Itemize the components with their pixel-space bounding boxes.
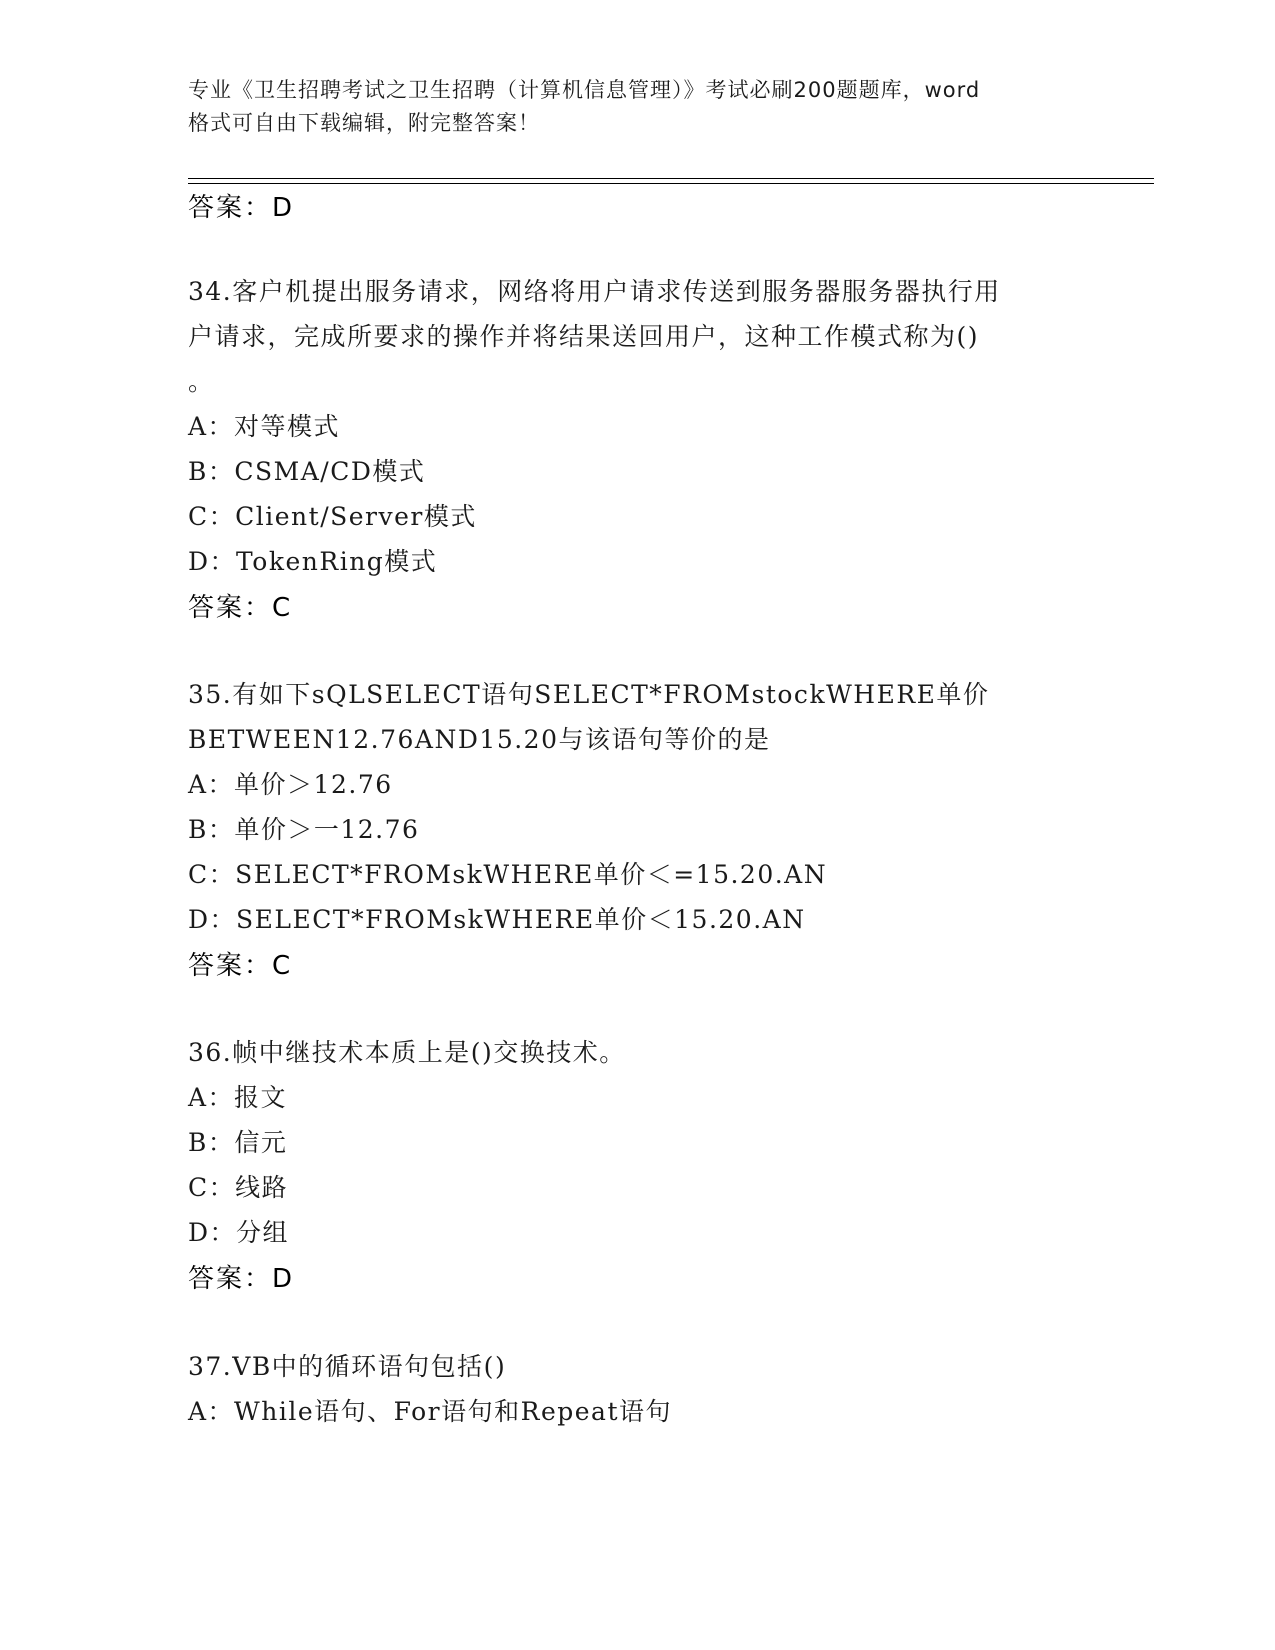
header-line-2: 格式可自由下载编辑，附完整答案！ [188,111,540,135]
question-36-option-d: D：分组 [188,1218,290,1247]
question-34-text-line-2: 户请求，完成所要求的操作并将结果送回用户，这种工作模式称为() [188,322,980,351]
question-36-option-a: A：报文 [188,1083,288,1112]
question-35-option-a: A：单价＞12.76 [188,770,393,799]
question-36-text-line-1: 36.帧中继技术本质上是()交换技术。 [188,1038,626,1067]
answer-35: 答案：C [188,951,293,981]
question-34-option-b: B：CSMA/CD模式 [188,457,426,486]
question-34-option-a: A：对等模式 [188,412,341,441]
question-35-option-b: B：单价＞一12.76 [188,815,420,844]
header-divider-top [188,178,1154,179]
question-35-option-d: D：SELECT*FROMskWHERE单价＜15.20.AN [188,905,806,934]
question-35-text-line-2: BETWEEN12.76AND15.20与该语句等价的是 [188,725,771,754]
question-36-option-c: C：线路 [188,1173,289,1202]
question-35-text-line-1: 35.有如下sQLSELECT语句SELECT*FROMstockWHERE单价 [188,680,990,709]
header-divider-bottom [188,183,1154,184]
question-34-option-d: D：TokenRing模式 [188,547,438,576]
question-34-text-line-3: 。 [188,367,215,396]
question-36-option-b: B：信元 [188,1128,288,1157]
document-header [188,74,1088,140]
question-34-option-c: C：Client/Server模式 [188,502,477,531]
question-37-text-line-1: 37.VB中的循环语句包括() [188,1352,507,1381]
answer-36: 答案：D [188,1264,295,1294]
header-line-1: 专业《卫生招聘考试之卫生招聘（计算机信息管理）》考试必刷200题题库，word [188,78,981,102]
question-34-text-line-1: 34.客户机提出服务请求，网络将用户请求传送到服务器服务器执行用 [188,277,1001,306]
answer-34: 答案：C [188,593,293,623]
question-35-option-c: C：SELECT*FROMskWHERE单价＜=15.20.AN [188,860,828,889]
question-37-option-a: A：While语句、For语句和Repeat语句 [188,1397,672,1426]
answer-33: 答案：D [188,193,295,223]
